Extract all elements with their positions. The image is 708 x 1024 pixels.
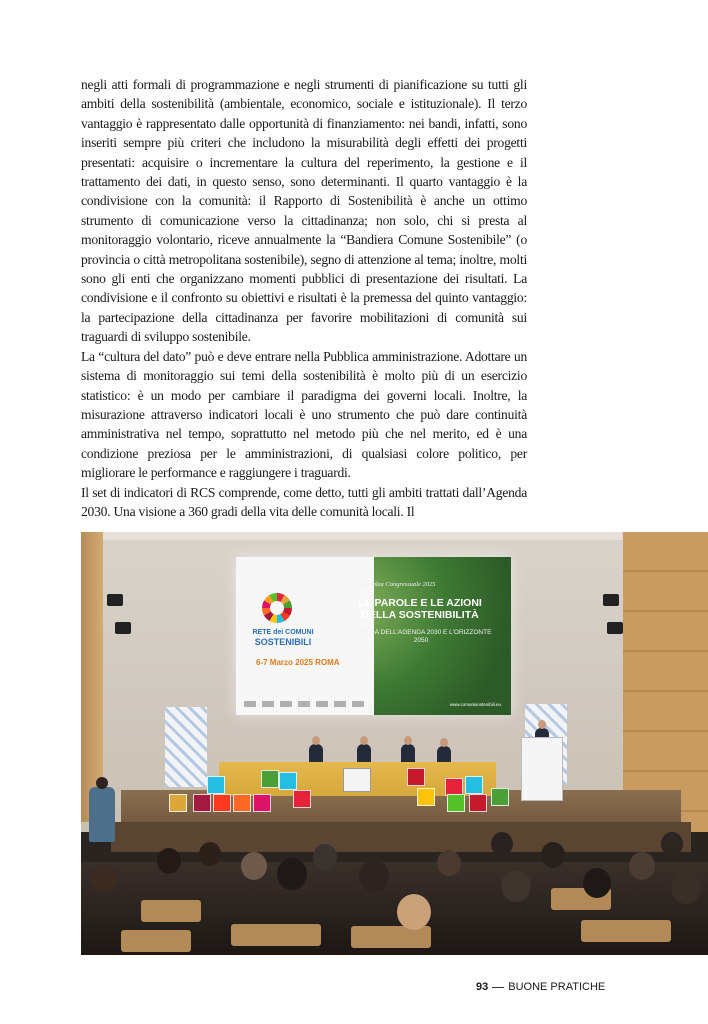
event-label: Assemblea Congressuale 2025 <box>356 581 436 588</box>
stage-front <box>111 822 691 852</box>
sdg-cube <box>279 772 297 790</box>
sdg-cube <box>293 790 311 808</box>
sdg-cube <box>469 794 487 812</box>
sdg-cube <box>193 794 211 812</box>
podium <box>521 737 563 801</box>
audience-member <box>671 872 701 904</box>
sdg-cube <box>417 788 435 806</box>
audience-member <box>91 864 117 892</box>
event-headline: LE PAROLE E LE AZIONI DELLA SOSTENIBILITÀ <box>358 597 482 621</box>
speaker <box>401 744 415 764</box>
sdg-cube <box>261 770 279 788</box>
section-title: BUONE PRATICHE <box>508 981 606 993</box>
audience-member <box>359 860 389 892</box>
sdg-cube <box>233 794 251 812</box>
paragraph-2: La “cultura del dato” può e deve entrare nella Pubblica amministrazione. Adottare un sistema di monitoraggio sui temi della sostenibilità è molto più di un esercizio statistico: è un modo per cambiare il paradigma dei governi locali. Inoltre, la misurazione attraverso indicatori locali è uno strumento che può dare continuità amministrativa nel tempo, soprattutto nel metodo più che nel merito, ed è una condizione preziosa per le amministrazioni, di qualsiasi colore politico, per migliorare le performance e raggiungere i traguardi. <box>81 348 527 481</box>
spotlight-icon <box>607 622 623 634</box>
sdg-cube <box>169 794 187 812</box>
conference-photo <box>81 532 708 955</box>
sdg-cube <box>447 794 465 812</box>
audience-member <box>629 852 655 880</box>
page-footer <box>476 981 605 993</box>
sponsor-logos <box>244 701 364 707</box>
audience-member <box>437 850 461 876</box>
photographer <box>89 787 115 842</box>
spotlight-icon <box>115 622 131 634</box>
table-sign <box>343 768 371 792</box>
audience-member <box>501 870 531 902</box>
sdg-cube <box>213 794 231 812</box>
audience-member <box>199 842 221 866</box>
seat <box>121 930 191 952</box>
seat <box>231 924 321 946</box>
sdg-cube <box>207 776 225 794</box>
body-text <box>81 75 527 521</box>
seat <box>351 926 431 948</box>
event-subtitle: LA SFIDA DELL’AGENDA 2030 E L’ORIZZONTE 2050 <box>350 629 492 644</box>
audience-member <box>277 858 307 890</box>
event-date: 6-7 Marzo 2025 ROMA <box>256 658 340 667</box>
banner-left <box>165 707 207 787</box>
audience-member <box>583 868 611 898</box>
logo-line2: SOSTENIBILI <box>254 637 312 647</box>
sdg-cube <box>407 768 425 786</box>
speaker <box>357 744 371 764</box>
footer-separator <box>492 987 504 988</box>
page-number: 93 <box>476 981 489 993</box>
wood-panel-right <box>623 532 708 832</box>
audience-member <box>541 842 565 868</box>
paragraph-3: Il set di indicatori di RCS comprende, come detto, tutti gli ambiti trattati dall’Agenda 2030. Una visione a 360 gradi della vita delle comunità locali. Il <box>81 484 527 519</box>
sdg-cube <box>465 776 483 794</box>
audience-member <box>157 848 181 874</box>
event-website: www.comunisostenibili.eu <box>449 702 501 707</box>
audience-member <box>491 832 513 856</box>
sdg-cube <box>491 788 509 806</box>
projection-screen <box>236 557 511 715</box>
audience-member <box>397 894 431 930</box>
audience-member <box>661 832 683 856</box>
audience-member <box>313 844 337 870</box>
audience-member <box>241 852 267 880</box>
spotlight-icon <box>603 594 619 606</box>
sdg-cube <box>253 794 271 812</box>
ceiling <box>103 532 623 540</box>
speaker <box>309 744 323 764</box>
paragraph-1: negli atti formali di programmazione e negli strumenti di pianificazione su tutti gli ambiti della sostenibilità (ambientale, economico, sociale e istituzionale). Il terzo vantaggio è rappresentato dalle opportunità di finanziamento: nei bandi, infatti, sono inseriti sempre più criteri che includono la misurabilità degli effetti dei progetti presentati: acquisire o incrementare la cultura del reperimento, la gestione e il trattamento dei dati, in questo senso, sono determinanti. Il quarto vantaggio è la condivisione con la comunità: il Rapporto di Sostenibilità è anche un ottimo strumento di comunicazione verso la cittadinanza; non solo, chi si presta al monitoraggio volontario, riceve annualmente la “Bandiera Comune Sostenibile” (o provincia o città metropolitana sostenibile), segno di attenzione al tema; inoltre, molti sono gli enti che organizzano momenti pubblici di presentazione dei risultati. La condivisione e il confronto su obiettivi e risultati è la premessa del quinto vantaggio: la partecipazione della cittadinanza per favorire mobilitazioni di comunità sui traguardi di sviluppo sostenibile. <box>81 77 527 345</box>
spotlight-icon <box>107 594 123 606</box>
seat <box>581 920 671 942</box>
seat <box>141 900 201 922</box>
logo-line1: RETE dei COMUNI <box>252 629 314 636</box>
sdg-wheel-logo <box>262 593 292 623</box>
